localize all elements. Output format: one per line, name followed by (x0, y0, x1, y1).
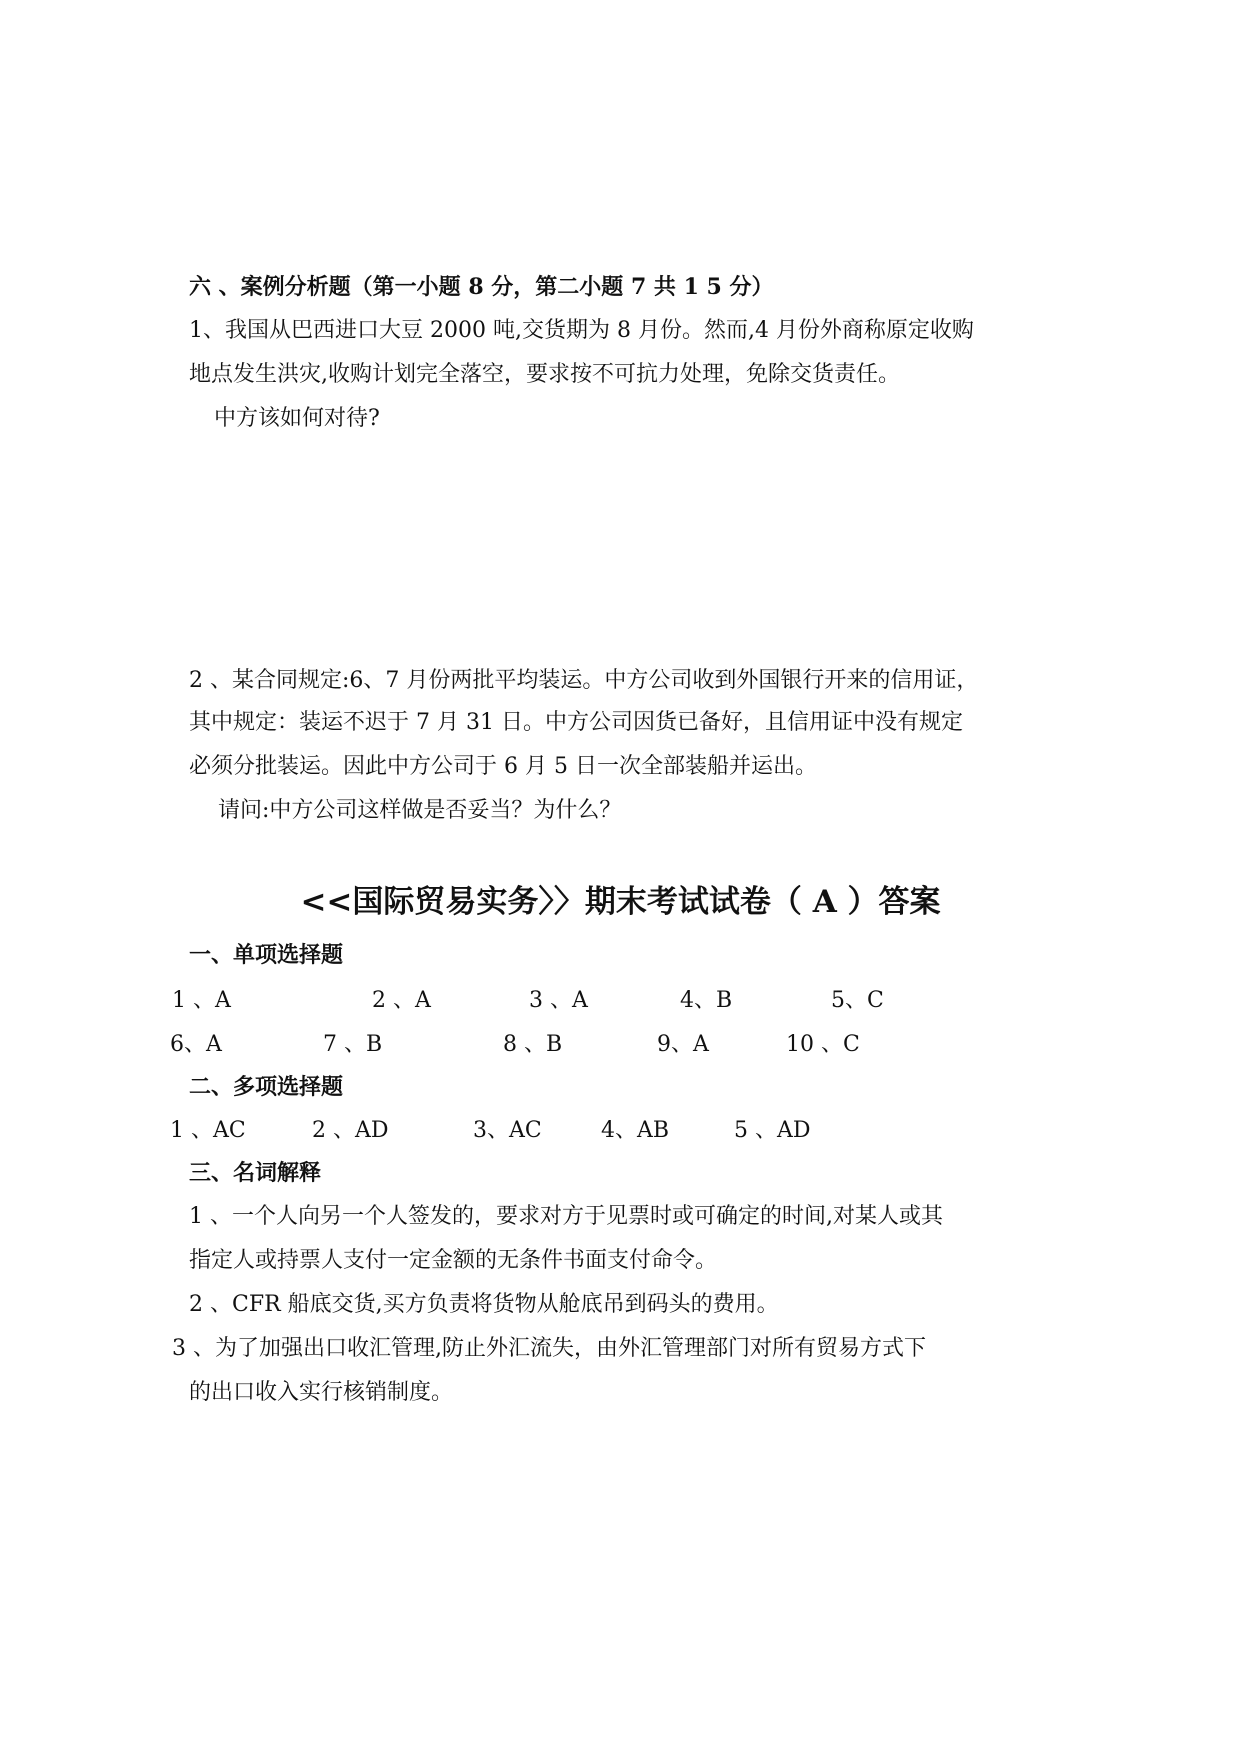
answer-item: 8 、B (503, 1032, 563, 1057)
case1-question: 中方该如何对待? (214, 406, 380, 431)
case1-text-line1: 1、我国从巴西进口大豆 2000 吨,交货期为 8 月份。然而,4 月份外商称原定收购 (189, 318, 974, 343)
answer-item: 2 、A (372, 988, 431, 1013)
answer-item: 1 、AC (170, 1118, 246, 1143)
answer-item: 5 、AD (734, 1118, 811, 1143)
term1-line1: 1 、一个人向另一个人签发的，要求对方于见票时或可确定的时间,对某人或其 (189, 1204, 943, 1229)
answer-item: 5、C (831, 988, 884, 1013)
term2-text: 2 、CFR 船底交货,买方负责将货物从舱底吊到码头的费用。 (189, 1292, 779, 1317)
multiple-choice-heading: 二、多项选择题 (189, 1074, 344, 1100)
section6-heading: 六 、案例分析题（第一小题 8 分，第二小题 7 共 1 5 分） (189, 274, 774, 300)
answer-item: 9、A (657, 1032, 709, 1057)
answer-item: 6、A (170, 1032, 222, 1057)
term3-line2: 的出口收入实行核销制度。 (189, 1380, 454, 1405)
case2-text-line2: 其中规定：装运不迟于 7 月 31 日。中方公司因货已备好，且信用证中没有规定 (189, 710, 963, 735)
answer-key-title: <<国际贸易实务〉〉期末考试试卷（ A ）答案 (300, 884, 941, 920)
answer-item: 3、AC (473, 1118, 542, 1143)
case2-question: 请问:中方公司这样做是否妥当？为什么？ (218, 798, 622, 823)
case2-text-line1: 2 、某合同规定:6、7 月份两批平均装运。中方公司收到外国银行开来的信用证， (189, 668, 979, 693)
terms-heading: 三、名词解释 (189, 1160, 322, 1186)
term3-line1: 3 、为了加强出口收汇管理,防止外汇流失，由外汇管理部门对所有贸易方式下 (172, 1336, 926, 1361)
answer-item: 1 、A (172, 988, 231, 1013)
answer-item: 3 、A (529, 988, 588, 1013)
single-choice-heading: 一、单项选择题 (189, 942, 344, 968)
answer-item: 2 、AD (312, 1118, 389, 1143)
case1-text-line2: 地点发生洪灾,收购计划完全落空，要求按不可抗力处理，免除交货责任。 (189, 362, 900, 387)
answer-item: 10 、C (786, 1032, 860, 1057)
term1-line2: 指定人或持票人支付一定金额的无条件书面支付命令。 (189, 1248, 718, 1273)
case2-text-line3: 必须分批装运。因此中方公司于 6 月 5 日一次全部装船并运出。 (189, 754, 817, 779)
answer-item: 7 、B (323, 1032, 383, 1057)
answer-item: 4、AB (601, 1118, 670, 1143)
answer-item: 4、B (680, 988, 733, 1013)
